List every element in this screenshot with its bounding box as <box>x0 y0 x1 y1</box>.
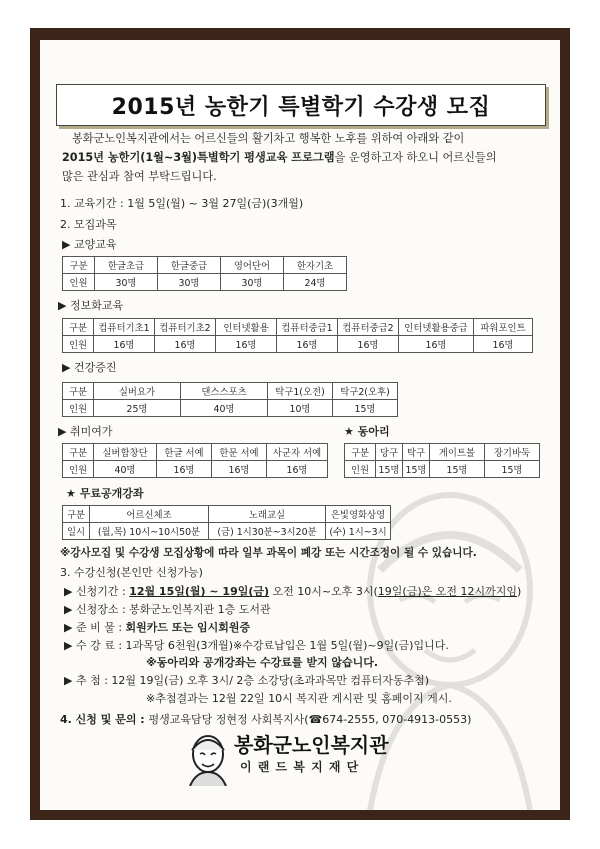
hobby-table <box>62 443 328 478</box>
table-header: 탁구2(오후) <box>333 383 398 400</box>
table-header: 은빛영화상영 <box>326 506 391 523</box>
apply-items-value: 회원카드 또는 임시회원증 <box>125 621 251 634</box>
table-cell: 16명 <box>474 336 533 353</box>
contact-value: 평생교육담당 정현정 사회복지사(☎674-2555, 070-4913-0553) <box>148 713 472 726</box>
table-cell: 16명 <box>216 336 277 353</box>
table-cell: 30명 <box>221 274 284 291</box>
table-cell: (월,목) 10시~10시50분 <box>90 523 209 540</box>
table-header: 구분 <box>345 444 376 461</box>
notice-text: ※강사모집 및 수강생 모집상황에 따라 일부 과목이 폐강 또는 시간조정이 될 수 있습니다. <box>60 547 477 559</box>
health-heading: ▶ 건강증진 <box>62 361 117 374</box>
table-header: 댄스스포츠 <box>181 383 268 400</box>
table-cell: 15명 <box>403 461 430 478</box>
table-header: 한문 서예 <box>212 444 267 461</box>
table-header: 컴퓨터기초1 <box>94 319 155 336</box>
table-header: 인터넷활용중급 <box>399 319 474 336</box>
table-cell: 16명 <box>155 336 216 353</box>
apply-period <box>64 585 521 599</box>
section-3-heading: 3. 수강신청(본인만 신청가능) <box>60 566 203 579</box>
table-header: 영어단어 <box>221 257 284 274</box>
table-cell: 16명 <box>277 336 338 353</box>
apply-items <box>64 621 250 635</box>
section-4-contact <box>60 713 471 727</box>
table-cell: 24명 <box>284 274 347 291</box>
apply-period-rest: 오전 10시~오후 3시( <box>269 585 378 598</box>
info-heading: ▶ 정보화교육 <box>58 299 124 312</box>
table-header: 노래교실 <box>209 506 326 523</box>
table-cell: 16명 <box>399 336 474 353</box>
culture-heading: ▶ 교양교육 <box>62 238 117 251</box>
table-header: 파워포인트 <box>474 319 533 336</box>
section-1-period: 1. 교육기간 : 1월 5일(월) ~ 3월 27일(금)(3개월) <box>60 197 304 210</box>
table-header: 게이트볼 <box>430 444 485 461</box>
culture-table <box>62 256 347 291</box>
apply-lottery: ▶ 추 첨 : 12월 19일(금) 오후 3시/ 2층 소강당(초과과목만 컴퓨터자동추첨) <box>64 674 430 687</box>
title-box <box>56 84 546 126</box>
club-heading: ★ 동아리 <box>344 425 390 438</box>
table-cell: 15명 <box>430 461 485 478</box>
free-heading: ★ 무료공개강좌 <box>66 487 144 500</box>
table-header: 인터넷활용 <box>216 319 277 336</box>
org-subtitle: 이 랜 드 복 지 재 단 <box>240 760 360 774</box>
contact-label: 4. 신청 및 문의 : <box>60 713 149 726</box>
apply-period-underlined: 19일(금)은 오전 12시까지임 <box>377 585 518 598</box>
table-cell: 인원 <box>63 400 94 417</box>
table-cell: 16명 <box>338 336 399 353</box>
table-cell: 16명 <box>94 336 155 353</box>
apply-period-end: ) <box>517 585 522 598</box>
table-header: 구분 <box>63 383 94 400</box>
table-cell: 인원 <box>63 461 94 478</box>
table-cell: 일시 <box>63 523 90 540</box>
health-table <box>62 382 398 417</box>
table-header: 당구 <box>376 444 403 461</box>
table-cell: 16명 <box>157 461 212 478</box>
apply-fee-note: ※동아리와 공개강좌는 수강료를 받지 않습니다. <box>146 656 379 669</box>
table-header: 탁구1(오전) <box>268 383 333 400</box>
table-cell: 인원 <box>345 461 376 478</box>
table-cell: 40명 <box>181 400 268 417</box>
table-header: 실버요가 <box>94 383 181 400</box>
table-cell: 40명 <box>94 461 157 478</box>
table-header: 컴퓨터기초2 <box>155 319 216 336</box>
apply-place: ▶ 신청장소 : 봉화군노인복지관 1층 도서관 <box>64 603 271 616</box>
table-header: 한글 서예 <box>157 444 212 461</box>
table-header: 구분 <box>63 257 95 274</box>
table-header: 구분 <box>63 319 94 336</box>
elder-logo-icon <box>184 730 232 786</box>
table-cell: 30명 <box>95 274 158 291</box>
table-header: 탁구 <box>403 444 430 461</box>
table-cell: 15명 <box>485 461 540 478</box>
section-2-heading: 2. 모집과목 <box>60 218 117 231</box>
intro-line-2 <box>62 148 542 167</box>
page-title: 2015년 농한기 특별학기 수강생 모집 <box>111 94 491 120</box>
table-cell: 16명 <box>267 461 328 478</box>
intro-line-3: 많은 관심과 참여 부탁드립니다. <box>62 170 217 183</box>
apply-items-label: ▶ 준 비 물 : <box>64 621 126 634</box>
table-cell: 15명 <box>333 400 398 417</box>
apply-lottery-note: ※추첨결과는 12월 22일 10시 복지관 게시판 및 홈페이지 게시. <box>146 692 452 705</box>
apply-fee: ▶ 수 강 료 : 1과목당 6천원(3개월)※수강료납입은 1월 5일(월)~9일(금)입니다. <box>64 639 449 652</box>
table-cell: 30명 <box>158 274 221 291</box>
info-table <box>62 318 533 353</box>
table-cell: 인원 <box>63 336 94 353</box>
table-cell: 16명 <box>212 461 267 478</box>
intro-bold-program: 2015년 농한기(1월~3월)특별학기 평생교육 프로그램 <box>62 151 335 164</box>
table-header: 구분 <box>63 444 94 461</box>
club-table <box>344 443 540 478</box>
table-header: 한글초급 <box>95 257 158 274</box>
table-cell: 10명 <box>268 400 333 417</box>
intro-paragraph <box>62 129 542 186</box>
table-header: 어르신체조 <box>90 506 209 523</box>
table-header: 구분 <box>63 506 90 523</box>
table-cell: (금) 1시30분~3시20분 <box>209 523 326 540</box>
table-header: 한글중급 <box>158 257 221 274</box>
org-name: 봉화군노인복지관 <box>234 733 389 757</box>
table-header: 한자기초 <box>284 257 347 274</box>
table-header: 컴퓨터중급2 <box>338 319 399 336</box>
table-cell: 25명 <box>94 400 181 417</box>
table-header: 컴퓨터중급1 <box>277 319 338 336</box>
apply-period-label: ▶ 신청기간 : <box>64 585 130 598</box>
hobby-heading: ▶ 취미여가 <box>58 425 113 438</box>
free-table <box>62 505 391 540</box>
apply-period-main: 12월 15일(월) ~ 19일(금) <box>129 585 270 598</box>
table-cell: (수) 1시~3시 <box>326 523 391 540</box>
table-cell: 15명 <box>376 461 403 478</box>
table-header: 사군자 서예 <box>267 444 328 461</box>
table-header: 실버합창단 <box>94 444 157 461</box>
table-header: 장기바둑 <box>485 444 540 461</box>
table-cell: 인원 <box>63 274 95 291</box>
intro-line-1: 봉화군노인복지관에서는 어르신들의 활기차고 행복한 노후를 위하여 아래와 같이 <box>72 132 465 145</box>
intro-line-2-rest: 을 운영하고자 하오니 어르신들의 <box>334 151 497 164</box>
